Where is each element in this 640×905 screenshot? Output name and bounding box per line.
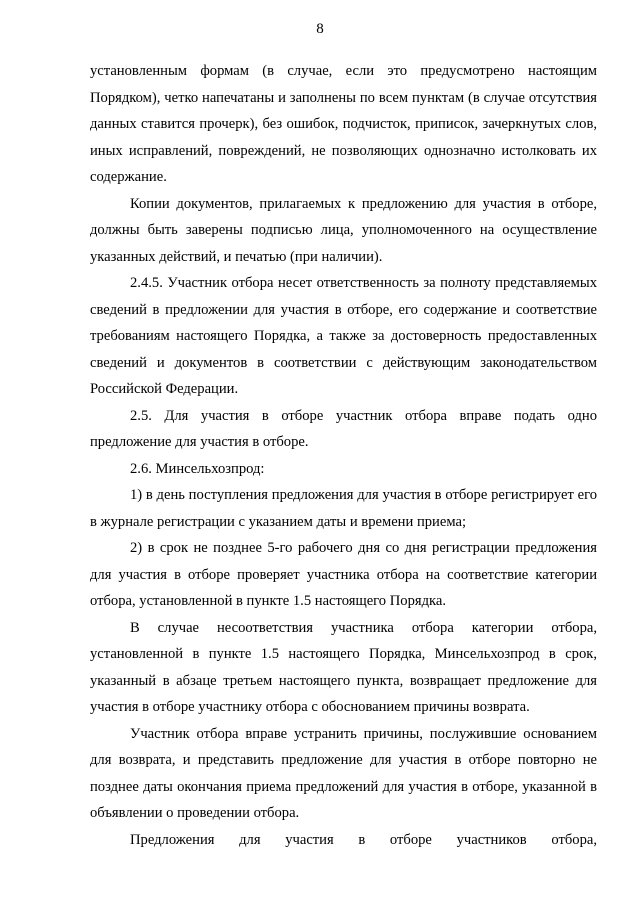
document-body xyxy=(90,58,597,853)
paragraph-proposals-continued: Предложения для участия в отборе участников отбора, xyxy=(130,831,597,848)
paragraph-2-6-item-1: 1) в день поступления предложения для участия в отборе регистрирует его в журнале регистрации с указанием даты и времени приема; xyxy=(90,487,597,530)
paragraph-2-4-5: 2.4.5. Участник отбора несет ответственность за полноту представляемых сведений в предложении для участия в отборе, его содержание и соответствие требованиям настоящего Порядка, а также за достоверность предоставленных сведений и документов в соответствии с действующим законодательством Российской Федерации. xyxy=(90,275,597,397)
paragraph-2-5: 2.5. Для участия в отборе участник отбора вправе подать одно предложение для участия в отборе. xyxy=(90,407,597,450)
paragraph-continuation: установленным формам (в случае, если это предусмотрено настоящим Порядком), четко напечатаны и заполнены по всем пунктам (в случае отсутствия данных ставится прочерк), без ошибок, подчисток, приписок, зачеркнутых слов, иных исправлений, повреждений, не позволяющих однозначно истолковать их содержание. xyxy=(90,63,597,185)
paragraph-2-6-heading: 2.6. Минсельхозпрод: xyxy=(130,460,265,477)
paragraph-2-6-item-2: 2) в срок не позднее 5-го рабочего дня со дня регистрации предложения для участия в отборе проверяет участника отбора на соответствие категории отбора, установленной в пункте 1.5 настоящего Порядка. xyxy=(90,540,597,609)
paragraph-nonconformity-return: В случае несоответствия участника отбора категории отбора, установленной в пункте 1.5 настоящего Порядка, Минсельхозпрод в срок, указанный в абзаце третьем настоящего пункта, возвращает предложение для участия в отборе участнику отбора с обоснованием причины возврата. xyxy=(90,619,597,715)
paragraph-resubmission: Участник отбора вправе устранить причины, послужившие основанием для возврата, и представить предложение для участия в отборе повторно не позднее даты окончания приема предложений для участия в отборе, указанной в объявлении о проведении отбора. xyxy=(90,725,597,821)
page-number: 8 xyxy=(316,21,324,37)
paragraph-copies-certification: Копии документов, прилагаемых к предложению для участия в отборе, должны быть заверены подписью лица, уполномоченного на осуществление указанных действий, и печатью (при наличии). xyxy=(90,195,597,265)
